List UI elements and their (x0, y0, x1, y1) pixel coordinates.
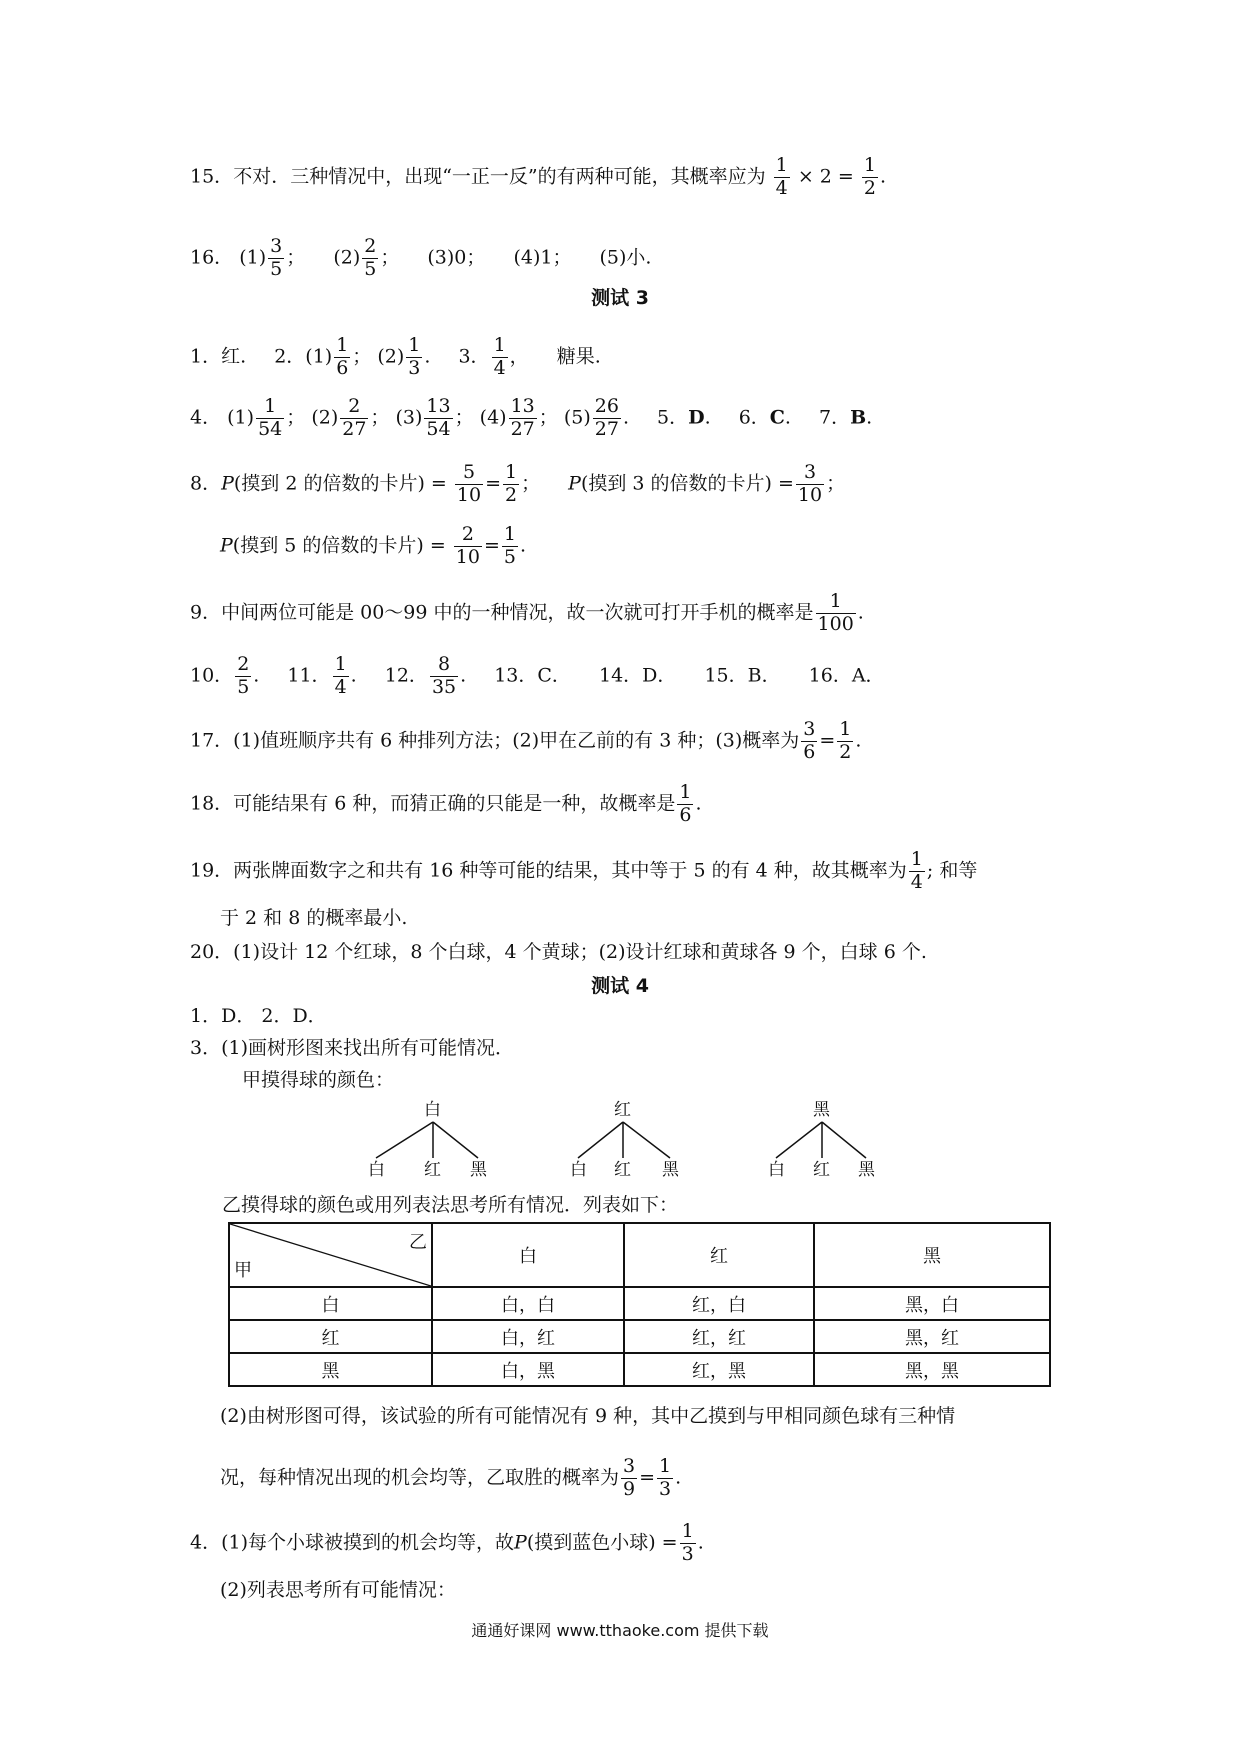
table-cell: 红，红 (624, 1320, 814, 1353)
answer-19: 19．两张牌面数字之和共有 16 种等可能的结果，其中等于 5 的有 4 种，故其概率为 $\frac{1}{4}$ ; 和等 (190, 848, 978, 893)
tree-leaf: 黑 (858, 1160, 875, 1180)
answer-4: 4．(1)每个小球被摸到的机会均等，故P(摸到蓝色小球) = $\frac{1}{3}$ . (190, 1520, 704, 1565)
fraction: $\frac{1}{6}$ (336, 334, 349, 379)
fraction: $\frac{2}{27}$ (342, 395, 367, 440)
answer-19-cont: 于 2 和 8 的概率最小. (220, 907, 408, 929)
table-cell: 红，白 (624, 1287, 814, 1320)
fraction: $\frac{2}{5}$ (237, 653, 250, 698)
tree-leaf: 红 (813, 1160, 830, 1180)
row-header: 红 (229, 1320, 432, 1353)
fraction: $\frac{26}{27}$ (594, 395, 619, 440)
jia-color-label: 甲摸得球的颜色： (242, 1069, 395, 1091)
tree-leaf: 白 (368, 1160, 385, 1180)
tree-leaf: 白 (570, 1160, 587, 1180)
answer-1-3: 1．红. 2．(1) $\frac{1}{6}$ ； (2) $\frac{1}{3}$ . 3． $\frac{1}{4}$ ， 糖果. (190, 334, 601, 379)
fraction: $\frac{3}{9}$ (623, 1455, 636, 1500)
table-cell: 白，白 (432, 1287, 624, 1320)
answer-4-part2: (2)列表思考所有可能情况： (220, 1579, 456, 1601)
fraction: $\frac{1}{2}$ (839, 718, 852, 763)
outcome-table (228, 1222, 1051, 1387)
answer-10-16: 10． $\frac{2}{5}$ . 11． $\frac{1}{4}$ . 12． $\frac{8}{35}$ . 13．C． 14．D． 15．B． 16．A． (190, 653, 885, 698)
fraction: $\frac{1}{4}$ (910, 848, 923, 893)
fraction: $\frac{1}{3}$ (408, 334, 421, 379)
tree-leaf: 红 (424, 1160, 441, 1180)
answer-3-intro: 3．(1)画树形图来找出所有可能情况． (190, 1037, 515, 1059)
answer-15: 15．不对．三种情况中，出现“一正一反”的有两种可能，其概率应为 $\frac{1}{4}$ × 2 = $\frac{1}{2}$ . (190, 154, 887, 199)
fraction: $\frac{1}{4}$ (775, 154, 788, 199)
fraction: $\frac{1}{2}$ (505, 461, 518, 506)
fraction: $\frac{3}{10}$ (797, 461, 823, 506)
fraction: $\frac{1}{5}$ (503, 523, 516, 568)
fraction: $\frac{1}{54}$ (258, 395, 283, 440)
table-corner-cell (229, 1223, 432, 1287)
answer-16: 16． (1) $\frac{3}{5}$ ； (2) $\frac{2}{5}$ ； (3)0； (4)1； (5)小. (190, 235, 652, 280)
table-cell: 白，黑 (432, 1353, 624, 1386)
tree-leaf: 黑 (662, 1160, 679, 1180)
fraction: $\frac{13}{27}$ (510, 395, 535, 440)
tree-root: 红 (614, 1100, 631, 1120)
tree-leaf: 黑 (470, 1160, 487, 1180)
fraction: $\frac{3}{5}$ (270, 235, 283, 280)
answer-1-2: 1．D． 2．D． (190, 1005, 327, 1027)
tree-leaf: 白 (768, 1160, 785, 1180)
answer-17: 17．(1)值班顺序共有 6 种排列方法；(2)甲在乙前的有 3 种；(3)概率为 $\frac{3}{6}$ = $\frac{1}{2}$ . (190, 718, 862, 763)
answer-18: 18．可能结果有 6 种，而猜正确的只能是一种，故概率是 $\frac{1}{6}$ . (190, 781, 702, 826)
fraction: $\frac{1}{4}$ (334, 653, 347, 698)
corner-label-jia: 甲 (234, 1260, 252, 1281)
tree-root: 白 (424, 1100, 441, 1120)
tree-branches (570, 1100, 700, 1180)
fraction: $\frac{1}{2}$ (863, 154, 876, 199)
table-header-row (229, 1223, 1050, 1287)
tree-root: 黑 (813, 1100, 830, 1120)
table-row (229, 1353, 1050, 1386)
answer-8-cont: P(摸到 5 的倍数的卡片) = $\frac{2}{10}$ = $\frac{1}{5}$ . (220, 523, 527, 568)
footer-credit: 通通好课网 www.tthaoke.com 提供下载 (471, 1621, 769, 1640)
tree-diagram-black (762, 1100, 892, 1180)
fraction: $\frac{1}{4}$ (493, 334, 506, 379)
column-header: 黑 (814, 1223, 1050, 1287)
table-cell: 黑，白 (814, 1287, 1050, 1320)
answer-3-part2: (2)由树形图可得，该试验的所有可能情况有 9 种，其中乙摸到与甲相同颜色球有三种情 (220, 1405, 956, 1427)
answer-3-part2-cont: 况，每种情况出现的机会均等，乙取胜的概率为 $\frac{3}{9}$ = $\frac{1}{3}$ . (220, 1455, 682, 1500)
answer-9: 9．中间两位可能是 00～99 中的一种情况，故一次就可打开手机的概率是 $\frac{1}{100}$ . (190, 590, 864, 635)
tree-leaf: 红 (614, 1160, 631, 1180)
fraction: $\frac{1}{3}$ (681, 1520, 694, 1565)
diagonal-line (230, 1224, 431, 1286)
row-header: 黑 (229, 1353, 432, 1386)
fraction: $\frac{8}{35}$ (431, 653, 457, 698)
tree-diagram-red (570, 1100, 700, 1180)
row-header: 白 (229, 1287, 432, 1320)
answer-4-7: 4． (1) $\frac{1}{54}$ ； (2) $\frac{2}{27}$ ； (3) $\frac{13}{54}$ ； (4) $\frac{13}{27}$ ； (5) $\frac{26}{27}$ . 5．D. 6．C. 7．B. (190, 395, 873, 440)
table-row (229, 1320, 1050, 1353)
section-heading-test4: 测试 4 (591, 975, 649, 997)
fraction: $\frac{1}{6}$ (679, 781, 692, 826)
fraction: $\frac{2}{10}$ (455, 523, 480, 568)
tree-diagram-white (368, 1100, 498, 1180)
fraction: $\frac{3}{6}$ (803, 718, 816, 763)
table-cell: 白，红 (432, 1320, 624, 1353)
yi-color-label: 乙摸得球的颜色或用列表法思考所有情况．列表如下： (222, 1194, 679, 1216)
corner-label-yi: 乙 (409, 1232, 427, 1253)
column-header: 白 (432, 1223, 624, 1287)
answer-20: 20．(1)设计 12 个红球，8 个白球，4 个黄球；(2)设计红球和黄球各 9 个，白球 6 个. (190, 941, 927, 963)
table-row (229, 1287, 1050, 1320)
fraction: $\frac{2}{5}$ (364, 235, 377, 280)
fraction: $\frac{13}{54}$ (426, 395, 451, 440)
answer-8: 8．P(摸到 2 的倍数的卡片) = $\frac{5}{10}$ = $\frac{1}{2}$ ； P(摸到 3 的倍数的卡片) = $\frac{3}{10}$ ； (190, 461, 846, 506)
section-heading-test3: 测试 3 (591, 287, 649, 309)
table-cell: 黑，黑 (814, 1353, 1050, 1386)
table-cell: 红，黑 (624, 1353, 814, 1386)
table-cell: 黑，红 (814, 1320, 1050, 1353)
column-header: 红 (624, 1223, 814, 1287)
fraction: $\frac{1}{3}$ (659, 1455, 672, 1500)
fraction: $\frac{1}{100}$ (817, 590, 854, 635)
fraction: $\frac{5}{10}$ (456, 461, 482, 506)
